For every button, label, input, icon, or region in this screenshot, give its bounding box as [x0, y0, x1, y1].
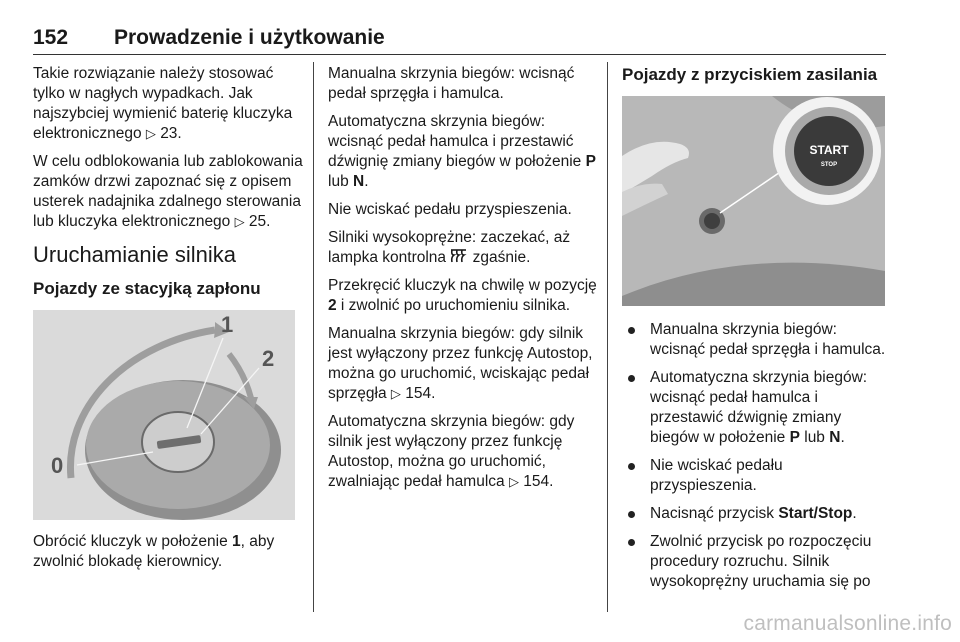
column-right [622, 64, 892, 600]
paragraph-diesel: Silniki wysokoprężne: zaczekać, aż lampka kontrolna zgaśnie. [328, 229, 571, 266]
reference-arrow-icon[interactable]: ▷ [234, 214, 245, 229]
column-divider-right [607, 62, 608, 612]
column-middle [328, 64, 598, 500]
section-title: Uruchamianie silnika [33, 242, 236, 267]
page-number: 152 [33, 26, 69, 49]
position-label-1: 1 [221, 312, 234, 337]
paragraph-manual-clutch: Manualna skrzynia biegów: wcisnąć pedał sprzęgła i hamulca. [328, 65, 575, 102]
list-item: Automatyczna skrzynia biegów: wcisnąć pedał hamulca i przestawić dźwignię zmiany biegów w położenie P lub N. [622, 368, 892, 448]
power-button-illustration [622, 96, 885, 306]
list-item: Nie wciskać pedału przyspieszenia. [622, 456, 892, 496]
bullet-icon [628, 511, 635, 518]
subsection-title: Pojazdy z przyciskiem zasilania [622, 65, 878, 84]
bullet-icon [628, 375, 635, 382]
bullet-icon [628, 327, 635, 334]
list-item: Manualna skrzynia biegów: wcisnąć pedał sprzęgła i hamulca. [622, 320, 892, 360]
power-button-figure [622, 96, 885, 306]
paragraph-autostop-manual: Manualna skrzynia biegów: gdy silnik jest wyłączony przez funkcję Autostop, można go uruchomić, wciskając pedał sprzęgła ▷ 154. [328, 325, 593, 402]
paragraph-unlock: W celu odblokowania lub zablokowania zamków drzwi zapoznać się z opisem usterek nadajnika zdalnego sterowania lub kluczyka elektronicznego ▷ 25. [33, 153, 303, 230]
page-title: Prowadzenie i użytkowanie [114, 26, 385, 49]
position-label-0: 0 [51, 453, 64, 478]
paragraph-turn-key: Przekręcić kluczyk na chwilę w pozycję 2 i zwolnić po uruchomieniu silnika. [328, 277, 597, 314]
figure-caption: Obrócić kluczyk w położenie 1, aby zwolnić blokadę kierownicy. [33, 533, 275, 570]
bullet-icon [628, 539, 635, 546]
glow-plug-indicator-icon [450, 249, 468, 263]
subsection-title: Pojazdy ze stacyjką zapłonu [33, 279, 261, 298]
position-label-2: 2 [262, 346, 275, 371]
start-steps-list [622, 320, 892, 592]
paragraph-battery: Takie rozwiązanie należy stosować tylko w nagłych wypadkach. Jak najszybciej wymienić baterię kluczyka elektronicznego ▷ 23. [33, 65, 293, 142]
bullet-icon [628, 463, 635, 470]
reference-arrow-icon[interactable]: ▷ [145, 126, 156, 141]
reference-arrow-icon[interactable]: ▷ [508, 474, 519, 489]
page-reference[interactable]: 154. [523, 473, 554, 490]
ignition-switch-figure [33, 310, 295, 520]
page-reference[interactable]: 23. [160, 125, 182, 142]
column-divider-left [313, 62, 314, 612]
reference-arrow-icon[interactable]: ▷ [390, 386, 401, 401]
stop-label: STOP [820, 162, 838, 168]
paragraph-automatic-brake: Automatyczna skrzynia biegów: wcisnąć pedał hamulca i przestawić dźwignię zmiany biegów w położenie P lub N. [328, 113, 596, 190]
start-label: START [809, 143, 849, 157]
page-reference[interactable]: 154. [405, 385, 436, 402]
page-reference[interactable]: 25. [248, 213, 271, 230]
paragraph-no-accelerator: Nie wciskać pedału przyspieszenia. [328, 201, 572, 218]
ignition-switch-illustration [33, 310, 295, 520]
page-header [33, 24, 886, 55]
list-item: Zwolnić przycisk po rozpoczęciu procedury rozruchu. Silnik wysokoprężny uruchamia się po [622, 532, 892, 592]
list-item: Nacisnąć przycisk Start/Stop. [622, 504, 892, 524]
paragraph-autostop-automatic: Automatyczna skrzynia biegów: gdy silnik jest wyłączony przez funkcję Autostop, można go uruchomić, zwalniając pedał hamulca ▷ 154. [328, 413, 575, 490]
watermark: carmanualsonline.info [743, 612, 952, 635]
column-left [33, 64, 303, 580]
